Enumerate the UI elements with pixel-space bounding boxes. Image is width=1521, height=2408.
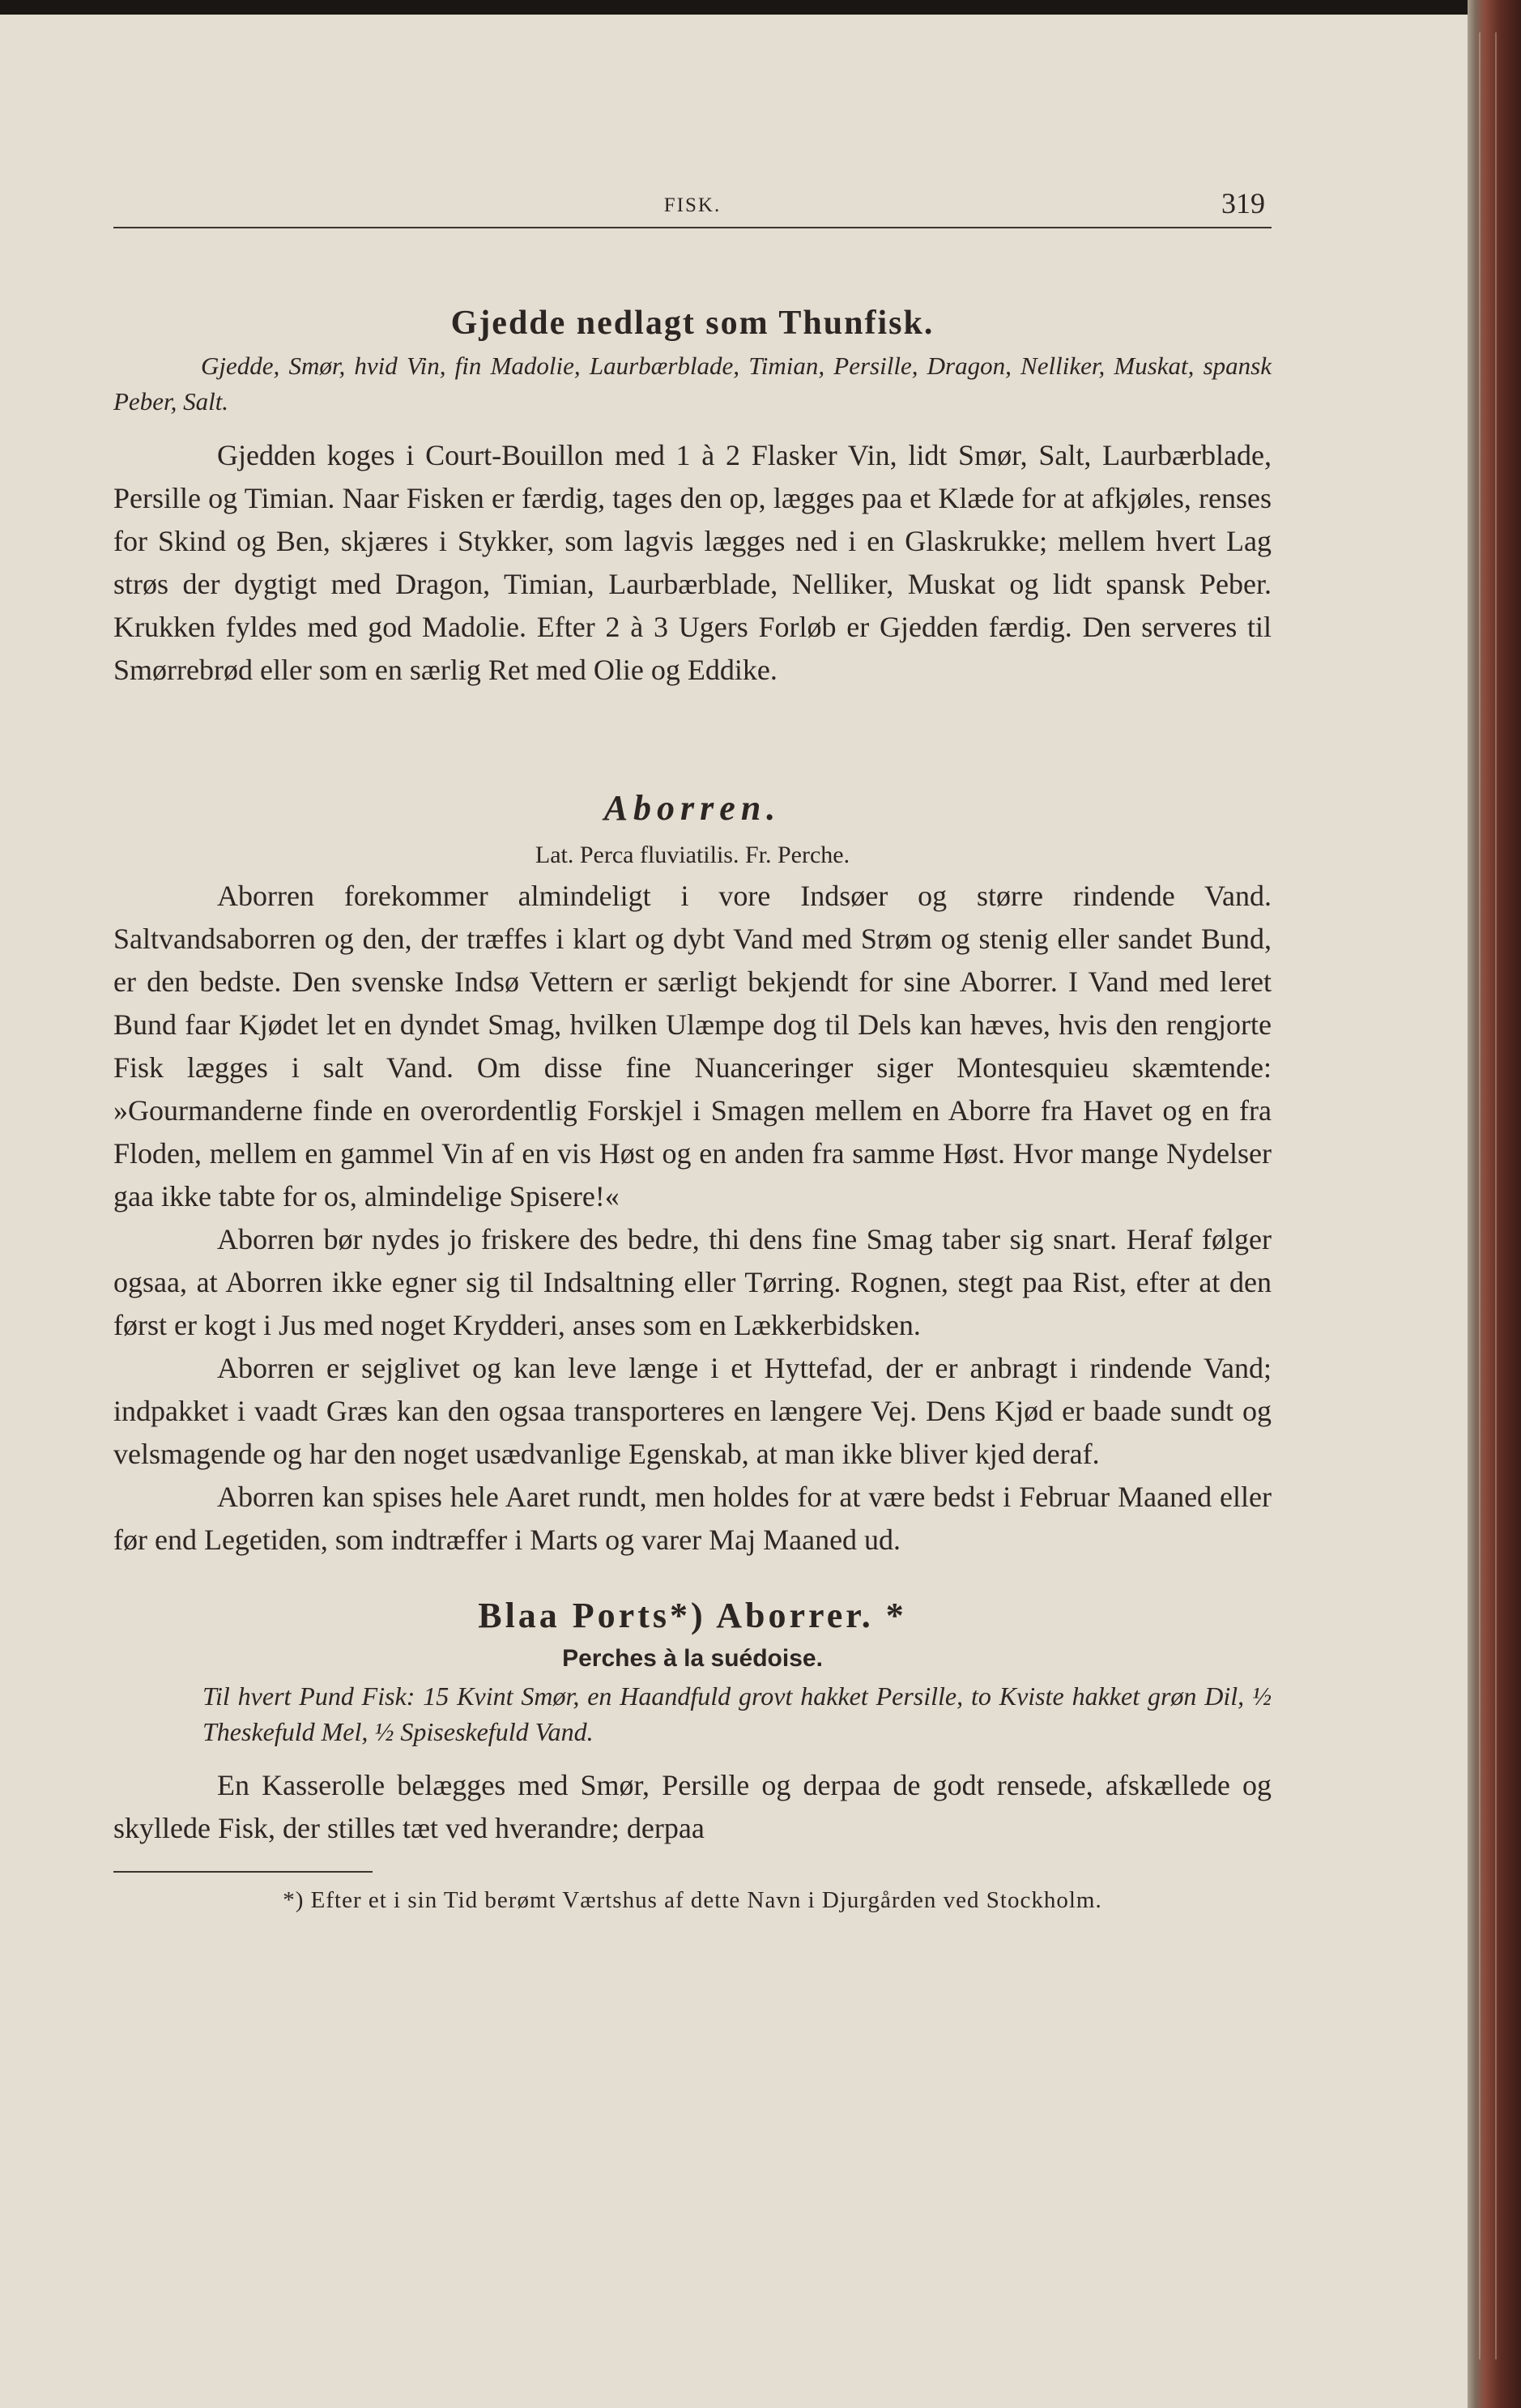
latin-names: Lat. Perca fluviatilis. Fr. Perche. [535,842,850,868]
recipe-subtitle-french: Perches à la suédoise. [562,1645,823,1672]
page-number: 319 [1221,187,1265,219]
section-title-aborren: Aborren. [603,788,782,828]
section-paragraph: Aborren kan spises hele Aaret rundt, men holdes for at være bedst i Februar Maaned eller før end Legetiden, som indtræffer i Marts og varer Maj Maaned ud. [113,1481,1272,1556]
footnote: *) Efter et i sin Tid berømt Værtshus af dette Navn i Djurgården ved Stockholm. [283,1887,1102,1913]
recipe-paragraph-blaa-ports: En Kasserolle belægges med Smør, Persille og derpaa de godt rensede, afskællede og skyllede Fisk, der stilles tæt ved hverandre; derpaa [113,1769,1272,1844]
recipe-title-blaa-ports: Blaa Ports*) Aborrer. * [478,1596,907,1635]
section-paragraph: Aborren forekommer almindeligt i vore Indsøer og større rindende Vand. Saltvandsaborren og den, der træffes i klart og dybt Vand med Strøm og stenig eller sandet Bund, er den bedste. Den svenske Indsø Vettern er særligt bekjendt for sine Aborrer. I Vand med leret Bund faar Kjødet let en dyndet Smag, hvilken Ulæmpe dog til Dels kan hæves, hvis den rengjorte Fisk lægges i salt Vand. Om disse fine Nuanceringer siger Montesquieu skæmtende: »Gourmanderne finde en overordentlig Forskjel i Smagen mellem en Aborre fra Havet og en fra Floden, mellem en gammel Vin af en vis Høst og en anden fra samme Høst. Hvor mange Nydelser gaa ikke tabte for os, almindelige Spisere!« [113,880,1272,1213]
running-title: FISK. [663,194,722,216]
recipe-ingredients-gjedde: Gjedde, Smør, hvid Vin, fin Madolie, Laurbærblade, Timian, Persille, Dragon, Nelliker, Muskat, spansk Peber, Salt. [113,352,1272,416]
recipe-paragraph-gjedde: Gjedden koges i Court-Bouillon med 1 à 2 Flasker Vin, lidt Smør, Salt, Laurbærblade, Persille og Timian. Naar Fisken er færdig, tages den op, lægges paa et Klæde for at afkjøles, renses for Skind og Ben, skjæres i Stykker, som lagvis lægges ned i en Glaskrukke; mellem hvert Lag strøs der dygtigt med Dragon, Timian, Laurbærblade, Nelliker, Muskat og lidt spansk Peber. Krukken fyldes med god Madolie. Efter 2 à 3 Ugers Forløb er Gjedden færdig. Den serveres til Smørrebrød eller som en særlig Ret med Olie og Eddike. [113,439,1272,686]
spine-line [1495,32,1497,2359]
book-page [0,15,1468,2408]
running-head [113,177,1272,228]
section-paragraph: Aborren bør nydes jo friskere des bedre, thi dens fine Smag taber sig snart. Heraf følger ogsaa, at Aborren ikke egner sig til Indsaltning eller Tørring. Rognen, stegt paa Rist, efter at den først er kogt i Jus med noget Krydderi, anses som en Lækkerbidsken. [113,1223,1272,1341]
recipe-ingredients-blaa-ports: Til hvert Pund Fisk: 15 Kvint Smør, en Haandfuld grovt hakket Persille, to Kviste hakket grøn Dil, ½ Theskefuld Mel, ½ Spiseskefuld Vand. [202,1681,1272,1746]
section-paragraph: Aborren er sejglivet og kan leve længe i et Hyttefad, der er anbragt i rindende Vand; indpakket i vaadt Græs kan den ogsaa transporteres en længere Vej. Dens Kjød er baade sundt og velsmagende og har den noget usædvanlige Egenskab, at man ikke bliver kjed deraf. [113,1352,1272,1470]
footnote-divider [113,1871,373,1873]
page-content [113,177,1272,1916]
book-spine-edge [1468,0,1521,2408]
spine-line [1479,32,1481,2359]
recipe-title-gjedde: Gjedde nedlagt som Thunfisk. [450,305,935,342]
